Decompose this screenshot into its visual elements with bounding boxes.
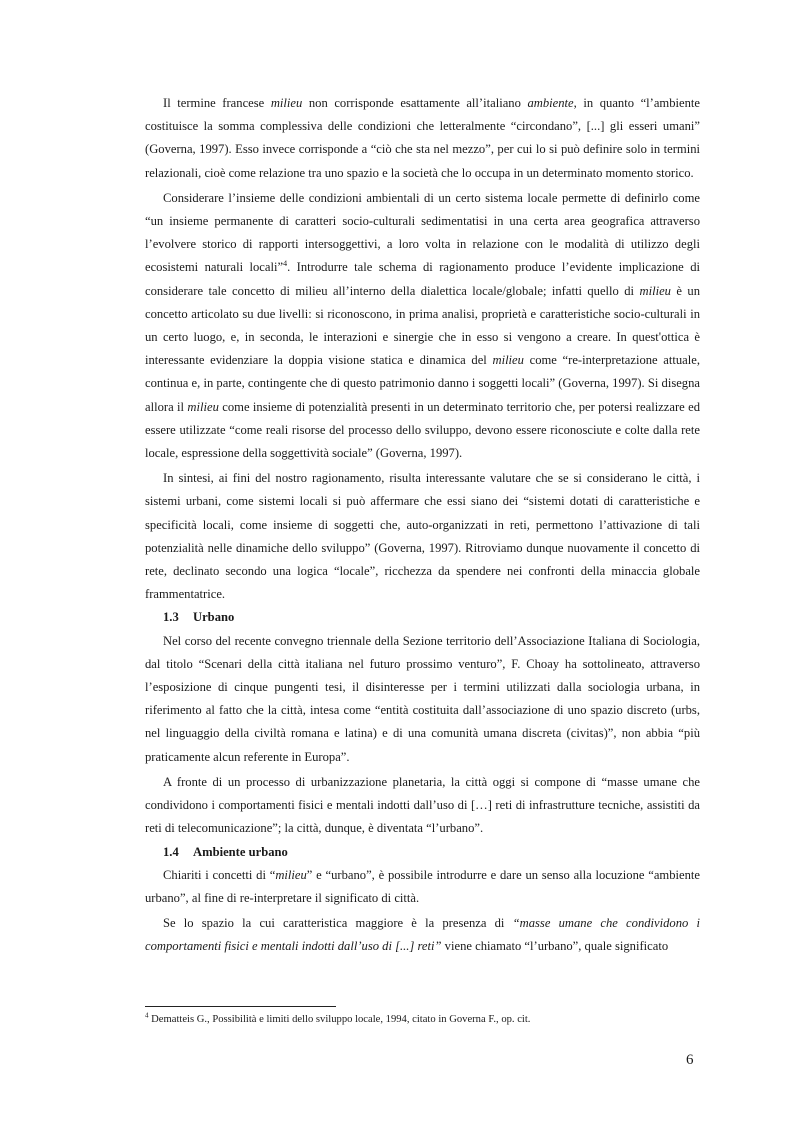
footnote-separator — [145, 1006, 336, 1007]
footnote-text: Dematteis G., Possibilità e limiti dello sviluppo locale, 1994, citato in Governa F., op. cit. — [148, 1014, 531, 1025]
text-run: ” e “urbano”, è possibile introdurre e dare un senso alla locuzione “ambiente urbano”, al fine di re-interpretare il significato di città. — [145, 867, 700, 905]
section-number: 1.4 — [163, 844, 179, 859]
italic-term: milieu — [187, 399, 219, 414]
italic-term: milieu — [275, 867, 307, 882]
paragraph-milieu-definition — [145, 92, 700, 185]
paragraph-urbanization: A fronte di un processo di urbanizzazione planetaria, la città oggi si compone di “masse umane che condividono i comportamenti fisici e mentali indotti dall’uso di […] reti di infrastrutture tecniche, assistiti da reti di telecomunicazione”; la città, dunque, è diventata “l’urbano”. — [145, 774, 700, 836]
footnote-marker: 4 — [145, 1011, 149, 1020]
italic-term: milieu — [492, 353, 524, 368]
paragraph-concepts — [145, 864, 700, 910]
footnote-reference[interactable]: 4 — [283, 259, 288, 269]
section-heading-1-3 — [145, 606, 700, 629]
text-run: Chiariti i concetti di “ — [163, 867, 276, 882]
italic-term: milieu — [639, 283, 671, 298]
paragraph-synthesis: In sintesi, ai fini del nostro ragionamento, risulta interessante valutare che se si considerano le città, i sistemi urbani, come sistemi locali si può affermare che essi siano dei “sistemi dotati di caratteristiche e specificità locali, come insieme di soggetti che, auto-organizzati in reti, permettono l’attivazione di tali potenzialità nelle dinamiche dello sviluppo” (Governa, 1997). Ritroviamo dunque nuovamente il concetto di rete, declinato secondo una logica “locale”, ricchezza da spendere nei confronti della minaccia globale frammentatrice. — [145, 471, 700, 602]
text-run: non corrisponde esattamente all’italiano — [302, 96, 528, 110]
text-run: come “re-interpretazione attuale, continua e, in parte, contingente che di questo patrimonio danno i soggetti locali” (Governa, 1997). Si disegna allora il — [145, 353, 701, 414]
italic-term: milieu — [270, 96, 303, 110]
paragraph-space — [145, 912, 700, 958]
section-title: Urbano — [193, 610, 235, 625]
paragraph-local-system — [145, 187, 700, 465]
italic-term: ambiente — [527, 96, 574, 110]
section-number: 1.3 — [163, 610, 179, 625]
page-number: 6 — [686, 1052, 694, 1068]
text-run: , in quanto “l’ambiente costituisce la somma complessiva delle condizioni che letteralmente “circondano”, [...] gli esseri umani” (Governa, 1997). Esso invece corrisponde a “ciò che sta nel mezzo”, per cui lo si può definire solo in termini relazionali, cioè come relazione tra uno spazio e la società che lo occupa in un determinato momento storico. — [145, 96, 701, 180]
section-heading-1-4 — [145, 841, 700, 864]
section-title: Ambiente urbano — [193, 844, 288, 859]
text-run: Se lo spazio la cui caratteristica maggiore è la presenza di — [163, 916, 513, 931]
text-run: Il termine francese — [163, 96, 271, 110]
text-run: come insieme di potenzialità presenti in un determinato territorio che, per potersi realizzare ed essere utilizzate “come reali risorse del processo dello sviluppo, devono essere riconosciute e colte dalla rete locale, espressione della soggettività sociale” (Governa, 1997). — [145, 399, 700, 461]
footnote — [145, 1012, 705, 1028]
text-run: è un concetto articolato su due livelli: si riconoscono, in prima analisi, proprietà e caratteristiche socio-culturali in un certo luogo, e, in seconda, le interazioni e sinergie che in esso si vengono a creare. In quest'ottica è interessante evidenziare la doppia visione statica e dinamica del — [145, 283, 700, 368]
text-run: Considerare l’insieme delle condizioni ambientali di un certo sistema locale permette di definirlo come “un insieme permanente di caratteri socio-culturali sedimentatisi in una certa area geografica attraverso l’evolvere storico di rapporti intersoggettivi, a loro volta in relazione con le modalità di utilizzo degli ecosistemi naturali locali” — [145, 190, 700, 275]
text-run: viene chiamato “l’urbano”, quale significato — [441, 939, 669, 954]
text-run: . Introdurre tale schema di ragionamento produce l’evidente implicazione di considerare tale concetto di milieu all’interno della dialettica locale/globale; infatti quello di — [145, 260, 700, 298]
body-text — [145, 92, 700, 959]
paragraph-convegno: Nel corso del recente convegno triennale della Sezione territorio dell’Associazione Italiana di Sociologia, dal titolo “Scenari della città italiana nel futuro prossimo venturo”, F. Choay ha sottolineato, attraverso l’esposizione di cinque pungenti tesi, il disinteresse per i termini utilizzati dalla sociologia urbana, in riferimento al fatto che la città, intesa come “entità costituita dall’associazione di uno spazio discreto (urbs, nel linguaggio della civiltà romana e latina) e di una comunità umana discreta (civitas)”, non abbia “più praticamente alcun referente in Europa”. — [145, 633, 700, 764]
italic-quote: “masse umane che condividono i comportamenti fisici e mentali indotti dall’uso di [...] reti” — [145, 916, 701, 954]
